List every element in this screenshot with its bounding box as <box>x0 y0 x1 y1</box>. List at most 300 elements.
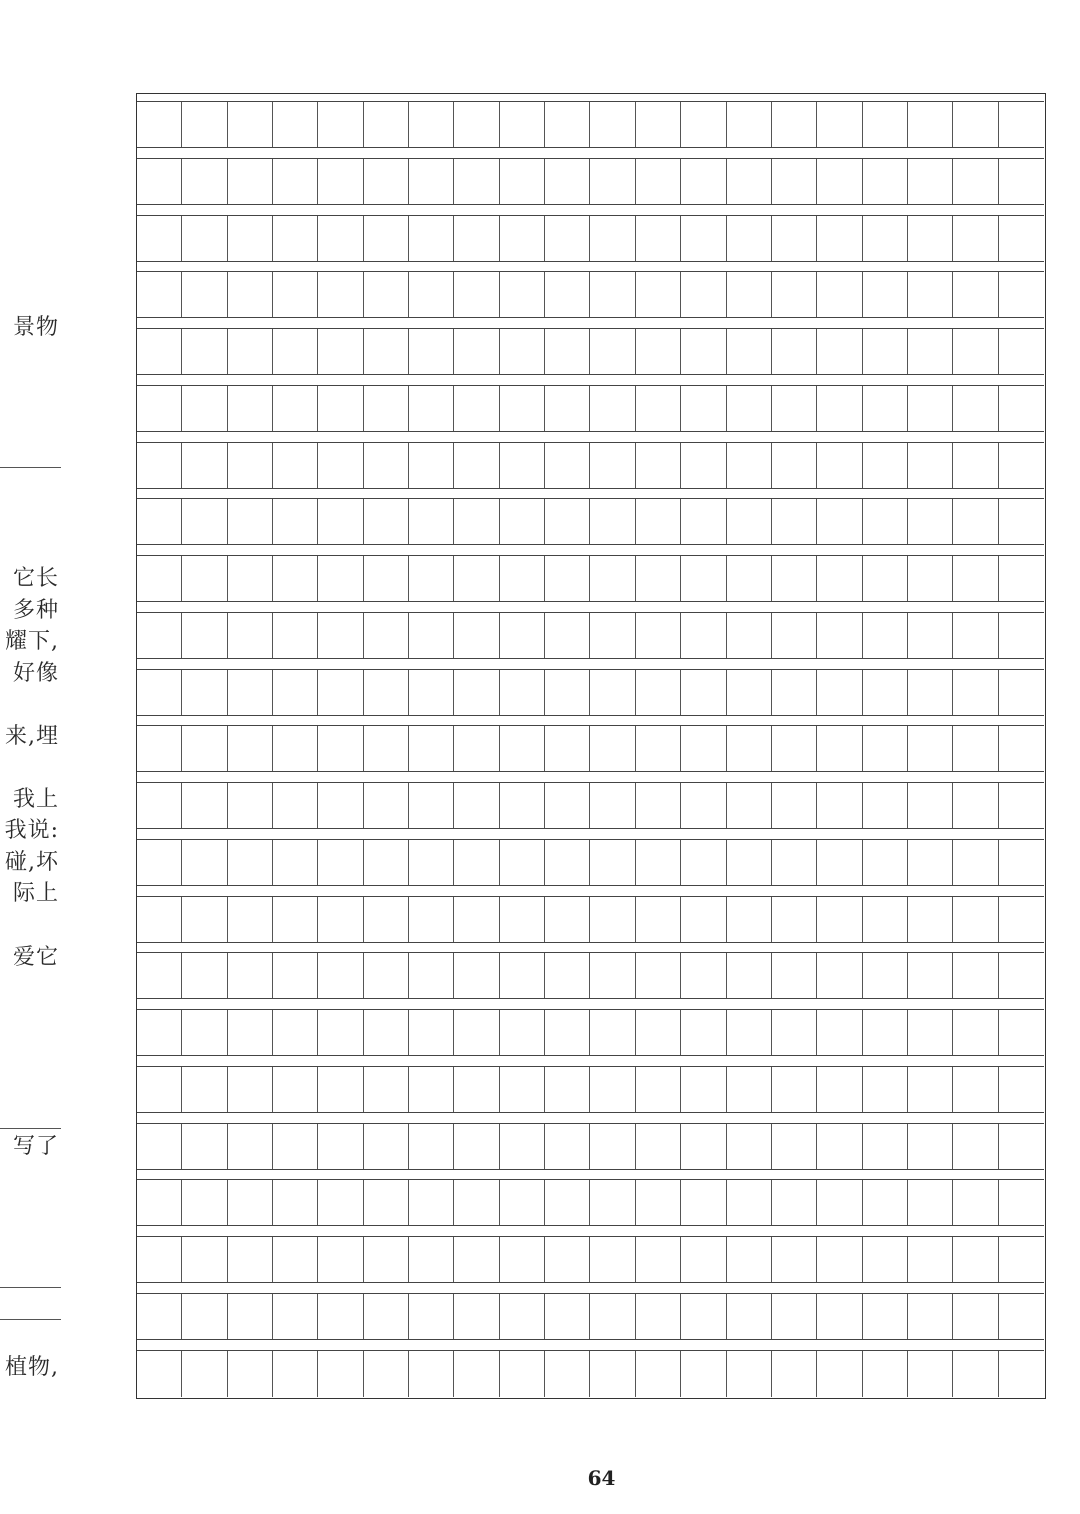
grid-cell <box>228 726 273 772</box>
grid-cell <box>454 840 499 886</box>
grid-cell <box>545 102 590 148</box>
grid-cell <box>908 840 953 886</box>
grid-cell <box>908 102 953 148</box>
grid-cell <box>636 1124 681 1170</box>
grid-cell <box>817 1010 862 1056</box>
grid-cell <box>908 386 953 432</box>
grid-cell <box>591 1124 636 1170</box>
grid-cell <box>273 1124 318 1170</box>
grid-cell <box>908 1067 953 1113</box>
grid-cell <box>500 443 545 489</box>
grid-cell <box>591 783 636 829</box>
row-separator-line <box>137 261 1044 262</box>
grid-cell <box>182 670 227 716</box>
grid-cell <box>228 102 273 148</box>
grid-cell <box>908 556 953 602</box>
grid-cell <box>953 556 998 602</box>
grid-row <box>137 839 1044 885</box>
answer-line <box>0 1319 61 1320</box>
grid-cell <box>364 556 409 602</box>
grid-cell <box>545 783 590 829</box>
grid-cell <box>999 840 1044 886</box>
grid-cell <box>454 953 499 999</box>
grid-cell <box>500 726 545 772</box>
grid-row <box>137 725 1044 771</box>
grid-cell <box>182 1010 227 1056</box>
grid-cell <box>228 1237 273 1283</box>
grid-cell <box>953 159 998 205</box>
grid-cell <box>772 443 817 489</box>
grid-cell <box>545 443 590 489</box>
grid-cell <box>137 613 182 659</box>
grid-cell <box>454 216 499 262</box>
grid-cell <box>500 386 545 432</box>
grid-cell <box>545 1067 590 1113</box>
grid-cell <box>545 272 590 318</box>
grid-cell <box>681 216 726 262</box>
grid-cell <box>772 1010 817 1056</box>
grid-cell <box>454 1124 499 1170</box>
grid-row <box>137 1293 1044 1339</box>
grid-cell <box>137 1067 182 1113</box>
grid-cell <box>591 1237 636 1283</box>
grid-cell <box>454 783 499 829</box>
grid-cell <box>545 1294 590 1340</box>
grid-cell <box>454 102 499 148</box>
grid-cell <box>137 272 182 318</box>
grid-cell <box>953 1237 998 1283</box>
grid-cell <box>863 443 908 489</box>
grid-cell <box>636 670 681 716</box>
grid-cell <box>591 726 636 772</box>
grid-cell <box>409 897 454 943</box>
grid-cell <box>409 159 454 205</box>
page-number: 64 <box>587 1466 616 1490</box>
grid-cell <box>409 556 454 602</box>
grid-cell <box>817 443 862 489</box>
grid-cell <box>228 216 273 262</box>
grid-cell <box>636 1294 681 1340</box>
grid-cell <box>364 783 409 829</box>
grid-cell <box>545 840 590 886</box>
grid-cell <box>318 386 363 432</box>
grid-cell <box>636 272 681 318</box>
grid-cell <box>817 159 862 205</box>
grid-cell <box>772 499 817 545</box>
grid-cell <box>772 1237 817 1283</box>
grid-cell <box>318 159 363 205</box>
grid-cell <box>545 670 590 716</box>
grid-cell <box>182 726 227 772</box>
grid-cell <box>545 897 590 943</box>
grid-row <box>137 385 1044 431</box>
grid-cell <box>500 1010 545 1056</box>
grid-cell <box>591 953 636 999</box>
grid-cell <box>727 783 772 829</box>
grid-cell <box>137 159 182 205</box>
grid-cell <box>228 840 273 886</box>
grid-cell <box>500 613 545 659</box>
grid-cell <box>500 102 545 148</box>
grid-row <box>137 555 1044 601</box>
grid-cell <box>863 329 908 375</box>
grid-cell <box>727 329 772 375</box>
grid-cell <box>318 670 363 716</box>
row-separator-line <box>137 431 1044 432</box>
grid-cell <box>273 726 318 772</box>
grid-cell <box>454 499 499 545</box>
grid-cell <box>500 1124 545 1170</box>
grid-cell <box>364 613 409 659</box>
grid-cell <box>318 216 363 262</box>
grid-cell <box>364 216 409 262</box>
grid-cell <box>636 726 681 772</box>
grid-cell <box>681 840 726 886</box>
grid-row <box>137 328 1044 374</box>
grid-cell <box>772 556 817 602</box>
grid-cell <box>817 499 862 545</box>
grid-cell <box>817 386 862 432</box>
grid-cell <box>137 556 182 602</box>
grid-cell <box>545 499 590 545</box>
grid-cell <box>182 329 227 375</box>
grid-cell <box>636 953 681 999</box>
grid-cell <box>364 499 409 545</box>
grid-cell <box>953 329 998 375</box>
grid-cell <box>999 329 1044 375</box>
grid-cell <box>636 840 681 886</box>
grid-cell <box>182 1237 227 1283</box>
grid-cell <box>772 329 817 375</box>
grid-cell <box>727 726 772 772</box>
grid-cell <box>454 1180 499 1226</box>
grid-cell <box>817 1237 862 1283</box>
grid-cell <box>636 1010 681 1056</box>
grid-cell <box>500 1237 545 1283</box>
grid-cell <box>772 613 817 659</box>
grid-cell <box>636 783 681 829</box>
grid-cell <box>681 102 726 148</box>
grid-cell <box>409 102 454 148</box>
grid-cell <box>137 840 182 886</box>
row-separator-line <box>137 1169 1044 1170</box>
grid-cell <box>500 329 545 375</box>
grid-cell <box>318 783 363 829</box>
grid-row <box>137 158 1044 204</box>
grid-cell <box>273 556 318 602</box>
grid-cell <box>182 216 227 262</box>
grid-cell <box>636 102 681 148</box>
grid-cell <box>727 386 772 432</box>
grid-cell <box>681 613 726 659</box>
row-separator-line <box>137 828 1044 829</box>
grid-cell <box>454 386 499 432</box>
grid-cell <box>137 443 182 489</box>
grid-cell <box>772 783 817 829</box>
grid-cell <box>636 613 681 659</box>
grid-cell <box>727 443 772 489</box>
grid-cell <box>681 1180 726 1226</box>
composition-grid <box>136 93 1046 1399</box>
grid-cell <box>636 1180 681 1226</box>
grid-cell <box>591 840 636 886</box>
row-separator-line <box>137 771 1044 772</box>
grid-cell <box>727 1010 772 1056</box>
grid-cell <box>953 386 998 432</box>
grid-cell <box>999 386 1044 432</box>
grid-cell <box>953 783 998 829</box>
grid-cell <box>500 897 545 943</box>
grid-cell <box>591 556 636 602</box>
grid-cell <box>182 613 227 659</box>
grid-cell <box>999 1180 1044 1226</box>
row-separator-line <box>137 374 1044 375</box>
grid-cell <box>182 1180 227 1226</box>
grid-cell <box>908 1180 953 1226</box>
grid-cell <box>727 556 772 602</box>
grid-cell <box>863 840 908 886</box>
grid-cell <box>364 897 409 943</box>
row-separator-line <box>137 1112 1044 1113</box>
row-separator-line <box>137 885 1044 886</box>
grid-row <box>137 1123 1044 1169</box>
grid-cell <box>636 329 681 375</box>
grid-cell <box>500 953 545 999</box>
grid-cell <box>636 499 681 545</box>
grid-cell <box>228 783 273 829</box>
grid-cell <box>364 329 409 375</box>
grid-row <box>137 952 1044 998</box>
grid-cell <box>545 613 590 659</box>
fragment-text: 景物 <box>12 315 59 340</box>
grid-cell <box>817 1180 862 1226</box>
grid-cell <box>364 386 409 432</box>
grid-cell <box>228 1124 273 1170</box>
grid-cell <box>863 159 908 205</box>
grid-cell <box>545 953 590 999</box>
grid-cell <box>727 613 772 659</box>
grid-cell <box>591 1294 636 1340</box>
grid-cell <box>636 556 681 602</box>
grid-row <box>137 782 1044 828</box>
grid-cell <box>863 102 908 148</box>
row-separator-line <box>137 942 1044 943</box>
grid-cell <box>908 1237 953 1283</box>
grid-cell <box>681 1351 726 1397</box>
grid-cell <box>863 726 908 772</box>
grid-cell <box>318 1180 363 1226</box>
grid-cell <box>999 1294 1044 1340</box>
grid-cell <box>999 216 1044 262</box>
grid-cell <box>545 1010 590 1056</box>
grid-cell <box>182 386 227 432</box>
grid-cell <box>591 102 636 148</box>
grid-cell <box>681 329 726 375</box>
grid-cell <box>727 840 772 886</box>
grid-cell <box>908 329 953 375</box>
grid-cell <box>228 556 273 602</box>
grid-cell <box>681 499 726 545</box>
grid-cell <box>908 216 953 262</box>
grid-cell <box>817 329 862 375</box>
grid-cell <box>727 102 772 148</box>
grid-cell <box>228 159 273 205</box>
grid-cell <box>863 1237 908 1283</box>
grid-cell <box>953 1067 998 1113</box>
grid-cell <box>409 840 454 886</box>
grid-cell <box>409 726 454 772</box>
grid-cell <box>273 499 318 545</box>
grid-cell <box>273 840 318 886</box>
grid-cell <box>364 1294 409 1340</box>
grid-row <box>137 271 1044 317</box>
row-separator-line <box>137 204 1044 205</box>
grid-cell <box>999 272 1044 318</box>
grid-cell <box>228 1351 273 1397</box>
grid-cell <box>409 1067 454 1113</box>
grid-cell <box>591 1180 636 1226</box>
grid-cell <box>228 953 273 999</box>
grid-cell <box>953 670 998 716</box>
grid-cell <box>908 159 953 205</box>
grid-cell <box>228 897 273 943</box>
grid-cell <box>228 613 273 659</box>
grid-cell <box>636 216 681 262</box>
grid-cell <box>908 1294 953 1340</box>
fragment-text: 它长 <box>12 566 59 591</box>
grid-cell <box>772 386 817 432</box>
grid-cell <box>772 1124 817 1170</box>
fragment-text: 碰,坏 <box>5 850 59 875</box>
grid-cell <box>908 1010 953 1056</box>
grid-row <box>137 1236 1044 1282</box>
grid-cell <box>908 953 953 999</box>
grid-cell <box>999 159 1044 205</box>
grid-cell <box>454 1237 499 1283</box>
grid-cell <box>137 1237 182 1283</box>
grid-cell <box>863 556 908 602</box>
grid-cell <box>908 726 953 772</box>
grid-cell <box>817 953 862 999</box>
grid-cell <box>364 1237 409 1283</box>
fragment-text: 爱它 <box>12 945 59 970</box>
grid-cell <box>817 613 862 659</box>
grid-cell <box>727 897 772 943</box>
grid-cell <box>591 443 636 489</box>
grid-cell <box>454 670 499 716</box>
grid-cell <box>681 897 726 943</box>
grid-cell <box>727 1351 772 1397</box>
grid-cell <box>137 670 182 716</box>
grid-cell <box>953 840 998 886</box>
row-separator-line <box>137 488 1044 489</box>
grid-cell <box>681 1294 726 1340</box>
grid-cell <box>999 1067 1044 1113</box>
grid-cell <box>591 1067 636 1113</box>
grid-cell <box>273 159 318 205</box>
grid-cell <box>636 386 681 432</box>
grid-row <box>137 612 1044 658</box>
grid-cell <box>681 1124 726 1170</box>
grid-cell <box>409 272 454 318</box>
grid-cell <box>454 1010 499 1056</box>
grid-cell <box>863 1294 908 1340</box>
grid-cell <box>681 159 726 205</box>
grid-cell <box>545 1237 590 1283</box>
grid-cell <box>137 1294 182 1340</box>
grid-row <box>137 101 1044 147</box>
grid-cell <box>863 953 908 999</box>
grid-cell <box>137 102 182 148</box>
grid-cell <box>182 443 227 489</box>
grid-cell <box>364 840 409 886</box>
grid-cell <box>454 329 499 375</box>
grid-cell <box>364 443 409 489</box>
grid-cell <box>318 1010 363 1056</box>
grid-cell <box>953 499 998 545</box>
grid-cell <box>318 897 363 943</box>
grid-cell <box>273 953 318 999</box>
grid-cell <box>727 1237 772 1283</box>
grid-cell <box>137 783 182 829</box>
fragment-text: 我说: <box>4 818 59 843</box>
fragment-text: 好像 <box>12 661 59 686</box>
grid-cell <box>681 443 726 489</box>
grid-cell <box>137 953 182 999</box>
grid-cell <box>772 1351 817 1397</box>
grid-cell <box>182 159 227 205</box>
grid-cell <box>863 1180 908 1226</box>
grid-cell <box>500 1351 545 1397</box>
grid-cell <box>228 386 273 432</box>
grid-cell <box>953 102 998 148</box>
grid-cell <box>953 1294 998 1340</box>
grid-cell <box>953 1180 998 1226</box>
grid-cell <box>772 1067 817 1113</box>
grid-cell <box>318 953 363 999</box>
grid-cell <box>681 556 726 602</box>
grid-cell <box>817 783 862 829</box>
grid-cell <box>273 783 318 829</box>
grid-cell <box>409 613 454 659</box>
grid-cell <box>953 272 998 318</box>
grid-cell <box>409 1010 454 1056</box>
grid-cell <box>500 499 545 545</box>
grid-row <box>137 1066 1044 1112</box>
grid-cell <box>772 1180 817 1226</box>
grid-cell <box>863 613 908 659</box>
grid-cell <box>228 443 273 489</box>
grid-cell <box>863 272 908 318</box>
grid-cell <box>908 670 953 716</box>
grid-cell <box>182 840 227 886</box>
grid-cell <box>318 443 363 489</box>
grid-cell <box>636 897 681 943</box>
grid-cell <box>273 386 318 432</box>
grid-cell <box>681 670 726 716</box>
grid-cell <box>999 1351 1044 1397</box>
grid-cell <box>228 670 273 716</box>
grid-cell <box>454 613 499 659</box>
grid-cell <box>364 726 409 772</box>
grid-cell <box>908 613 953 659</box>
row-separator-line <box>137 1225 1044 1226</box>
fragment-text: 际上 <box>12 881 59 906</box>
grid-cell <box>364 1067 409 1113</box>
grid-cell <box>182 897 227 943</box>
grid-cell <box>591 1010 636 1056</box>
grid-cell <box>999 443 1044 489</box>
